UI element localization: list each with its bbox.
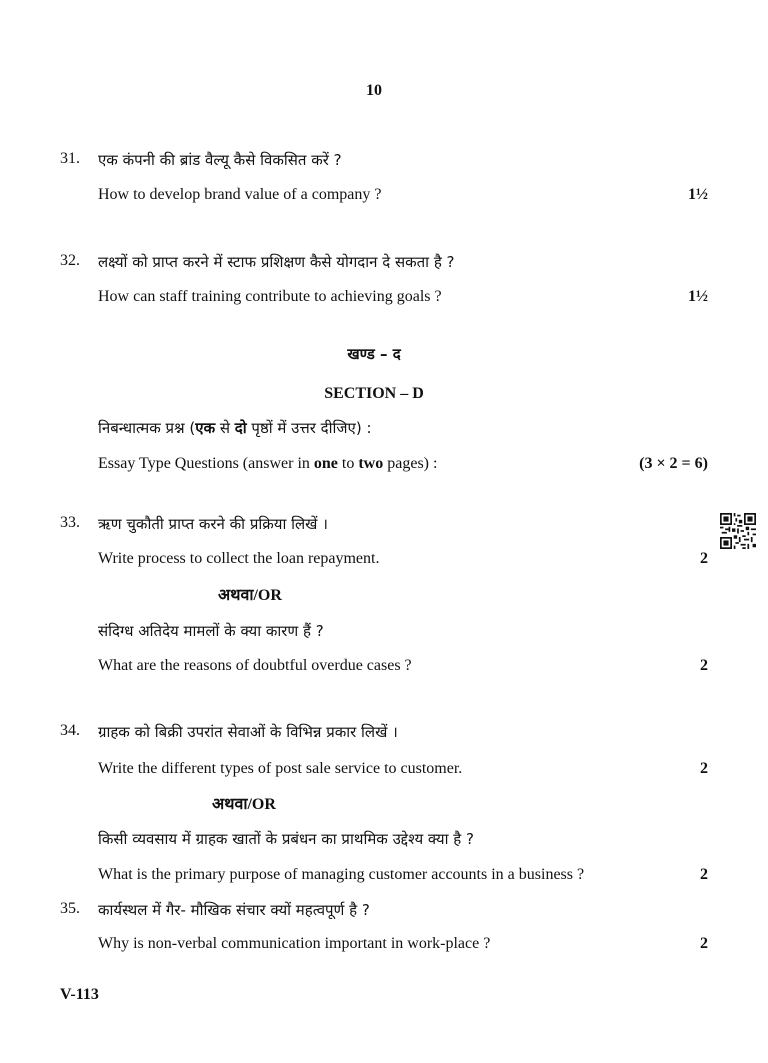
question-english: Write process to collect the loan repayment. xyxy=(98,550,380,567)
question-marks: 2 xyxy=(700,866,708,883)
question-marks: 1½ xyxy=(688,288,708,305)
instruction-text: to xyxy=(337,455,359,472)
question-alt-english: What are the reasons of doubtful overdue cases ? xyxy=(98,657,412,674)
or-label: अथवा/OR xyxy=(212,796,276,813)
question-number: 35. xyxy=(60,900,80,917)
question-number: 31. xyxy=(60,150,80,167)
page-number: 10 xyxy=(366,82,382,99)
instruction-emphasis: one xyxy=(313,455,338,472)
qr-code-icon xyxy=(720,513,756,549)
question-alt-english: What is the primary purpose of managing customer accounts in a business ? xyxy=(98,866,585,883)
question-number: 32. xyxy=(60,252,80,269)
question-hindi: एक कंपनी की ब्रांड वैल्यू कैसे विकसित करें ? xyxy=(98,151,342,169)
instruction-emphasis: एक xyxy=(195,419,216,437)
question-hindi: ऋण चुकौती प्राप्त करने की प्रक्रिया लिखें । xyxy=(98,515,328,533)
section-title-hindi: खण्ड – द xyxy=(347,345,401,363)
question-alt-hindi: संदिग्ध अतिदेय मामलों के क्या कारण हैं ? xyxy=(98,622,324,640)
instruction-text: pages) : xyxy=(383,455,438,472)
paper-code: V-113 xyxy=(60,986,99,1003)
instruction-text: Essay Type Questions (answer in xyxy=(98,455,314,472)
question-marks: 1½ xyxy=(688,186,708,203)
question-marks: 2 xyxy=(700,550,708,567)
question-marks: 2 xyxy=(700,657,708,674)
question-alt-hindi: किसी व्यवसाय में ग्राहक खातों के प्रबंधन का प्राथमिक उद्देश्य क्या है ? xyxy=(98,830,474,848)
question-hindi: लक्ष्यों को प्राप्त करने में स्टाफ प्रशिक्षण कैसे योगदान दे सकता है ? xyxy=(98,253,455,271)
instruction-emphasis: दो xyxy=(234,419,247,437)
question-marks: 2 xyxy=(700,935,708,952)
section-instruction-english xyxy=(98,455,437,473)
question-english: Write the different types of post sale service to customer. xyxy=(98,760,463,777)
instruction-text: से xyxy=(215,419,235,437)
instruction-text: निबन्धात्मक प्रश्न ( xyxy=(98,419,196,437)
question-english: How to develop brand value of a company ? xyxy=(98,186,382,203)
section-title-english: SECTION – D xyxy=(324,385,424,402)
question-hindi: ग्राहक को बिक्री उपरांत सेवाओं के विभिन्न प्रकार लिखें । xyxy=(98,723,398,741)
question-number: 34. xyxy=(60,722,80,739)
question-english: Why is non-verbal communication important in work-place ? xyxy=(98,935,491,952)
or-label: अथवा/OR xyxy=(218,587,282,604)
question-hindi: कार्यस्थल में गैर- मौखिक संचार क्यों महत्वपूर्ण है ? xyxy=(98,901,370,919)
question-english: How can staff training contribute to achieving goals ? xyxy=(98,288,442,305)
instruction-text: पृष्ठों में उत्तर दीजिए) : xyxy=(246,419,372,437)
section-instruction-hindi xyxy=(98,418,372,438)
section-marks-scheme: (3 × 2 = 6) xyxy=(639,455,708,472)
instruction-emphasis: two xyxy=(358,455,384,472)
question-number: 33. xyxy=(60,514,80,531)
question-marks: 2 xyxy=(700,760,708,777)
